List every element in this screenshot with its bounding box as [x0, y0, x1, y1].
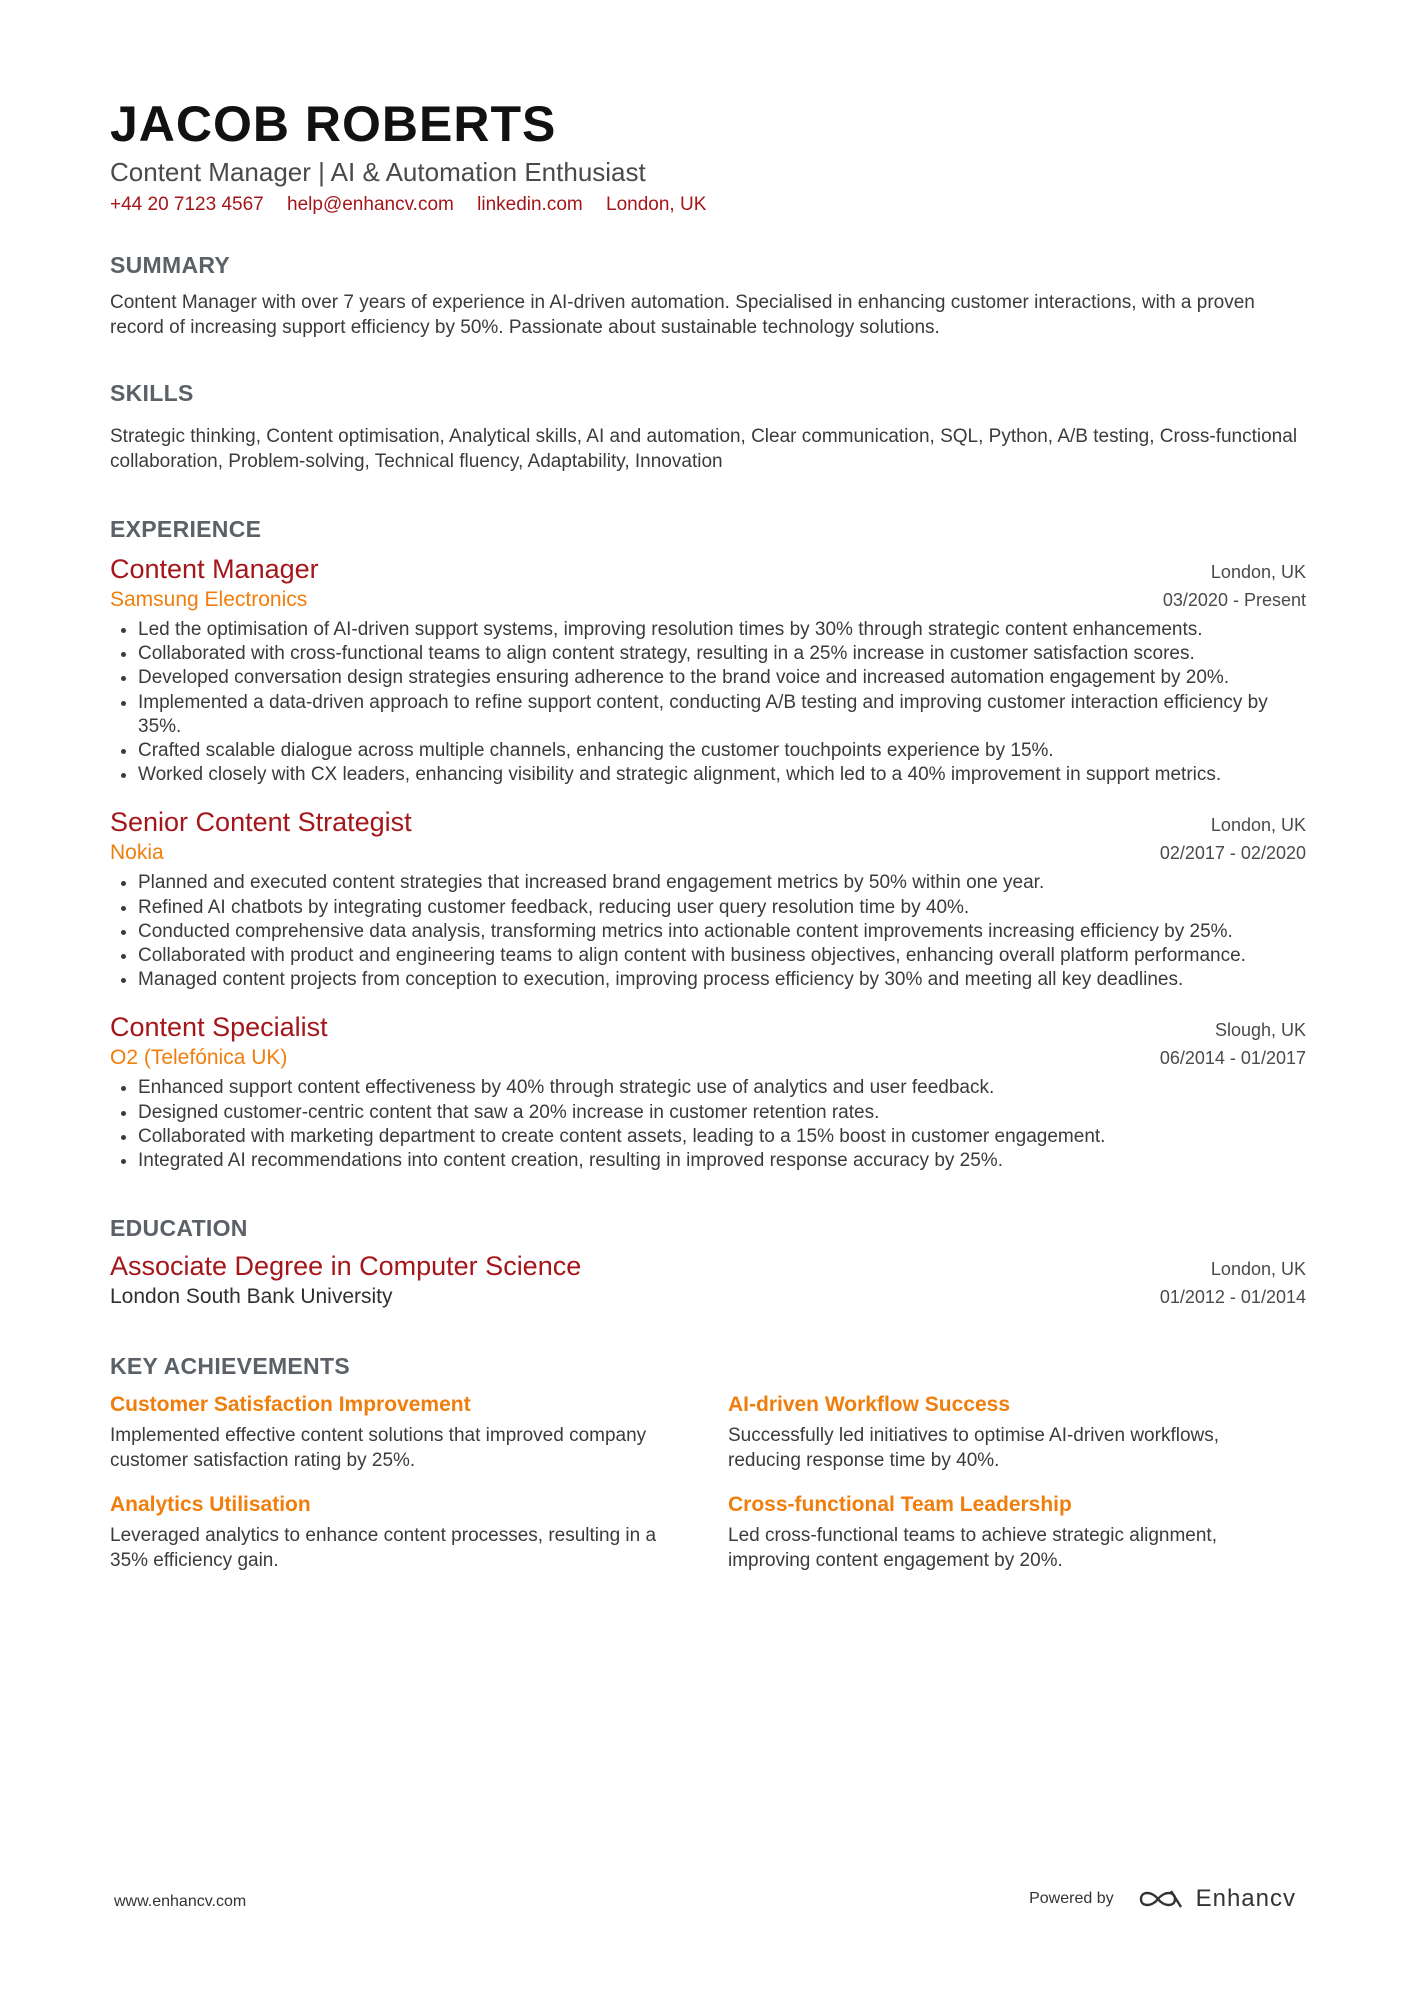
achievement-desc: Leveraged analytics to enhance content processes, resulting in a 35% efficiency gain.	[110, 1525, 657, 1572]
bullet-item: • Collaborated with marketing department to create content assets, leading to a 15% boost in customer engagement.	[138, 1125, 1306, 1149]
job-entry	[110, 1010, 1306, 1173]
bullet-item: • Led the optimisation of AI-driven support systems, improving resolution times by 30% through strategic content enhancements.	[138, 618, 1306, 642]
contact-phone[interactable]: +44 20 7123 4567	[110, 194, 264, 215]
job-bullets	[110, 1076, 1306, 1173]
achievement-title: AI-driven Workflow Success	[728, 1393, 1011, 1417]
section-heading: EDUCATION	[110, 1215, 248, 1242]
contact-line	[110, 192, 1306, 218]
job-company: Samsung Electronics	[110, 588, 308, 611]
bullet-item: • Managed content projects from conception to execution, improving process efficiency by 30% and meeting all key deadlines.	[138, 968, 1306, 992]
achievement-item	[110, 1491, 728, 1573]
job-title: Content Specialist	[110, 1012, 328, 1043]
bullet-item: • Worked closely with CX leaders, enhancing visibility and strategic alignment, which led to a 40% improvement in support metrics.	[138, 763, 1306, 787]
summary-section	[110, 250, 1306, 340]
footer-website[interactable]: www.enhancv.com	[114, 1893, 247, 1910]
bullet-item: • Refined AI chatbots by integrating customer feedback, reducing user query resolution time by 40%.	[138, 896, 1306, 920]
bullet-item: • Collaborated with product and engineering teams to align content with business objectives, enhancing overall platform performance.	[138, 944, 1306, 968]
candidate-name: JACOB ROBERTS	[110, 96, 557, 152]
bullet-item: • Designed customer-centric content that saw a 20% increase in customer retention rates.	[138, 1101, 1306, 1125]
section-heading: SKILLS	[110, 380, 194, 406]
job-bullets	[110, 871, 1306, 992]
achievement-desc: Led cross-functional teams to achieve strategic alignment, improving content engagement by 20%.	[728, 1525, 1217, 1572]
contact-linkedin[interactable]: linkedin.com	[477, 194, 583, 215]
contact-email[interactable]: help@enhancv.com	[287, 194, 454, 215]
achievement-item	[728, 1391, 1306, 1473]
bullet-item: • Enhanced support content effectiveness by 40% through strategic use of analytics and user feedback.	[138, 1076, 1306, 1100]
job-location: Slough, UK	[1214, 1020, 1306, 1041]
enhancv-logo-icon	[1138, 1887, 1184, 1911]
degree-title: Associate Degree in Computer Science	[110, 1251, 582, 1282]
achievements-section	[110, 1351, 1306, 1573]
achievement-desc: Successfully led initiatives to optimise AI-driven workflows, reducing response time by 40%.	[728, 1425, 1220, 1472]
education-dates: 01/2012 - 01/2014	[1159, 1287, 1306, 1308]
achievements-grid	[110, 1391, 1306, 1573]
education-section	[110, 1213, 1306, 1311]
bullet-item: • Conducted comprehensive data analysis, transforming metrics into actionable content improvements increasing efficiency by 25%.	[138, 920, 1306, 944]
achievement-title: Customer Satisfaction Improvement	[110, 1393, 471, 1417]
achievement-item	[110, 1391, 728, 1473]
job-entry	[110, 805, 1306, 992]
bullet-item: • Integrated AI recommendations into content creation, resulting in improved response accuracy by 25%.	[138, 1149, 1306, 1173]
brand-name: Enhancv	[1195, 1885, 1296, 1912]
job-location: London, UK	[1210, 562, 1306, 582]
resume-page	[110, 96, 1306, 1573]
section-heading: KEY ACHIEVEMENTS	[110, 1353, 350, 1380]
bullet-item: • Collaborated with cross-functional teams to align content strategy, resulting in a 25% increase in customer satisfaction scores.	[138, 642, 1306, 666]
job-bullets	[110, 618, 1306, 787]
job-title: Senior Content Strategist	[110, 807, 412, 838]
skills-text: Strategic thinking, Content optimisation, Analytical skills, AI and automation, Clear communication, SQL, Python, A/B testing, Cross-functional collaboration, Problem-solving, Technical fluency, Adaptability, Innovation	[110, 426, 1298, 472]
school-name: London South Bank University	[110, 1285, 393, 1309]
bullet-item: • Crafted scalable dialogue across multiple channels, enhancing the customer touchpoints experience by 15%.	[138, 739, 1306, 763]
job-title: Content Manager	[110, 554, 319, 584]
job-entry	[110, 552, 1306, 787]
summary-text: Content Manager with over 7 years of experience in AI-driven automation. Specialised in enhancing customer interactions, with a proven record of increasing support efficiency by 50%. Passionate about sustainable technology solutions.	[110, 292, 1255, 338]
brand-logo[interactable]	[1138, 1885, 1296, 1913]
skills-section	[110, 378, 1306, 474]
resume-header	[110, 96, 1306, 218]
candidate-title: Content Manager | AI & Automation Enthusiast	[110, 157, 646, 187]
achievement-desc: Implemented effective content solutions that improved company customer satisfaction rating by 25%.	[110, 1425, 647, 1472]
powered-by-text: Powered by	[1029, 1890, 1114, 1907]
job-dates: 03/2020 - Present	[1162, 590, 1306, 610]
achievement-title: Analytics Utilisation	[110, 1493, 311, 1517]
section-heading: SUMMARY	[110, 252, 231, 278]
job-company: Nokia	[110, 841, 164, 865]
job-dates: 02/2017 - 02/2020	[1159, 843, 1306, 864]
bullet-item: • Developed conversation design strategies ensuring adherence to the brand voice and increased automation engagement by 20%.	[138, 666, 1306, 690]
footer-powered	[1029, 1885, 1296, 1913]
achievement-item	[728, 1491, 1306, 1573]
achievement-title: Cross-functional Team Leadership	[728, 1493, 1072, 1517]
job-dates: 06/2014 - 01/2017	[1159, 1048, 1306, 1069]
job-company: O2 (Telefónica UK)	[110, 1046, 288, 1070]
education-location: London, UK	[1210, 1259, 1306, 1280]
experience-section	[110, 514, 1306, 1173]
contact-location: London, UK	[606, 194, 707, 215]
job-location: London, UK	[1210, 815, 1306, 836]
section-heading: EXPERIENCE	[110, 516, 262, 542]
bullet-item: • Implemented a data-driven approach to refine support content, conducting A/B testing and improving customer interaction efficiency by 35%.	[138, 691, 1306, 739]
bullet-item: • Planned and executed content strategies that increased brand engagement metrics by 50% within one year.	[138, 871, 1306, 895]
